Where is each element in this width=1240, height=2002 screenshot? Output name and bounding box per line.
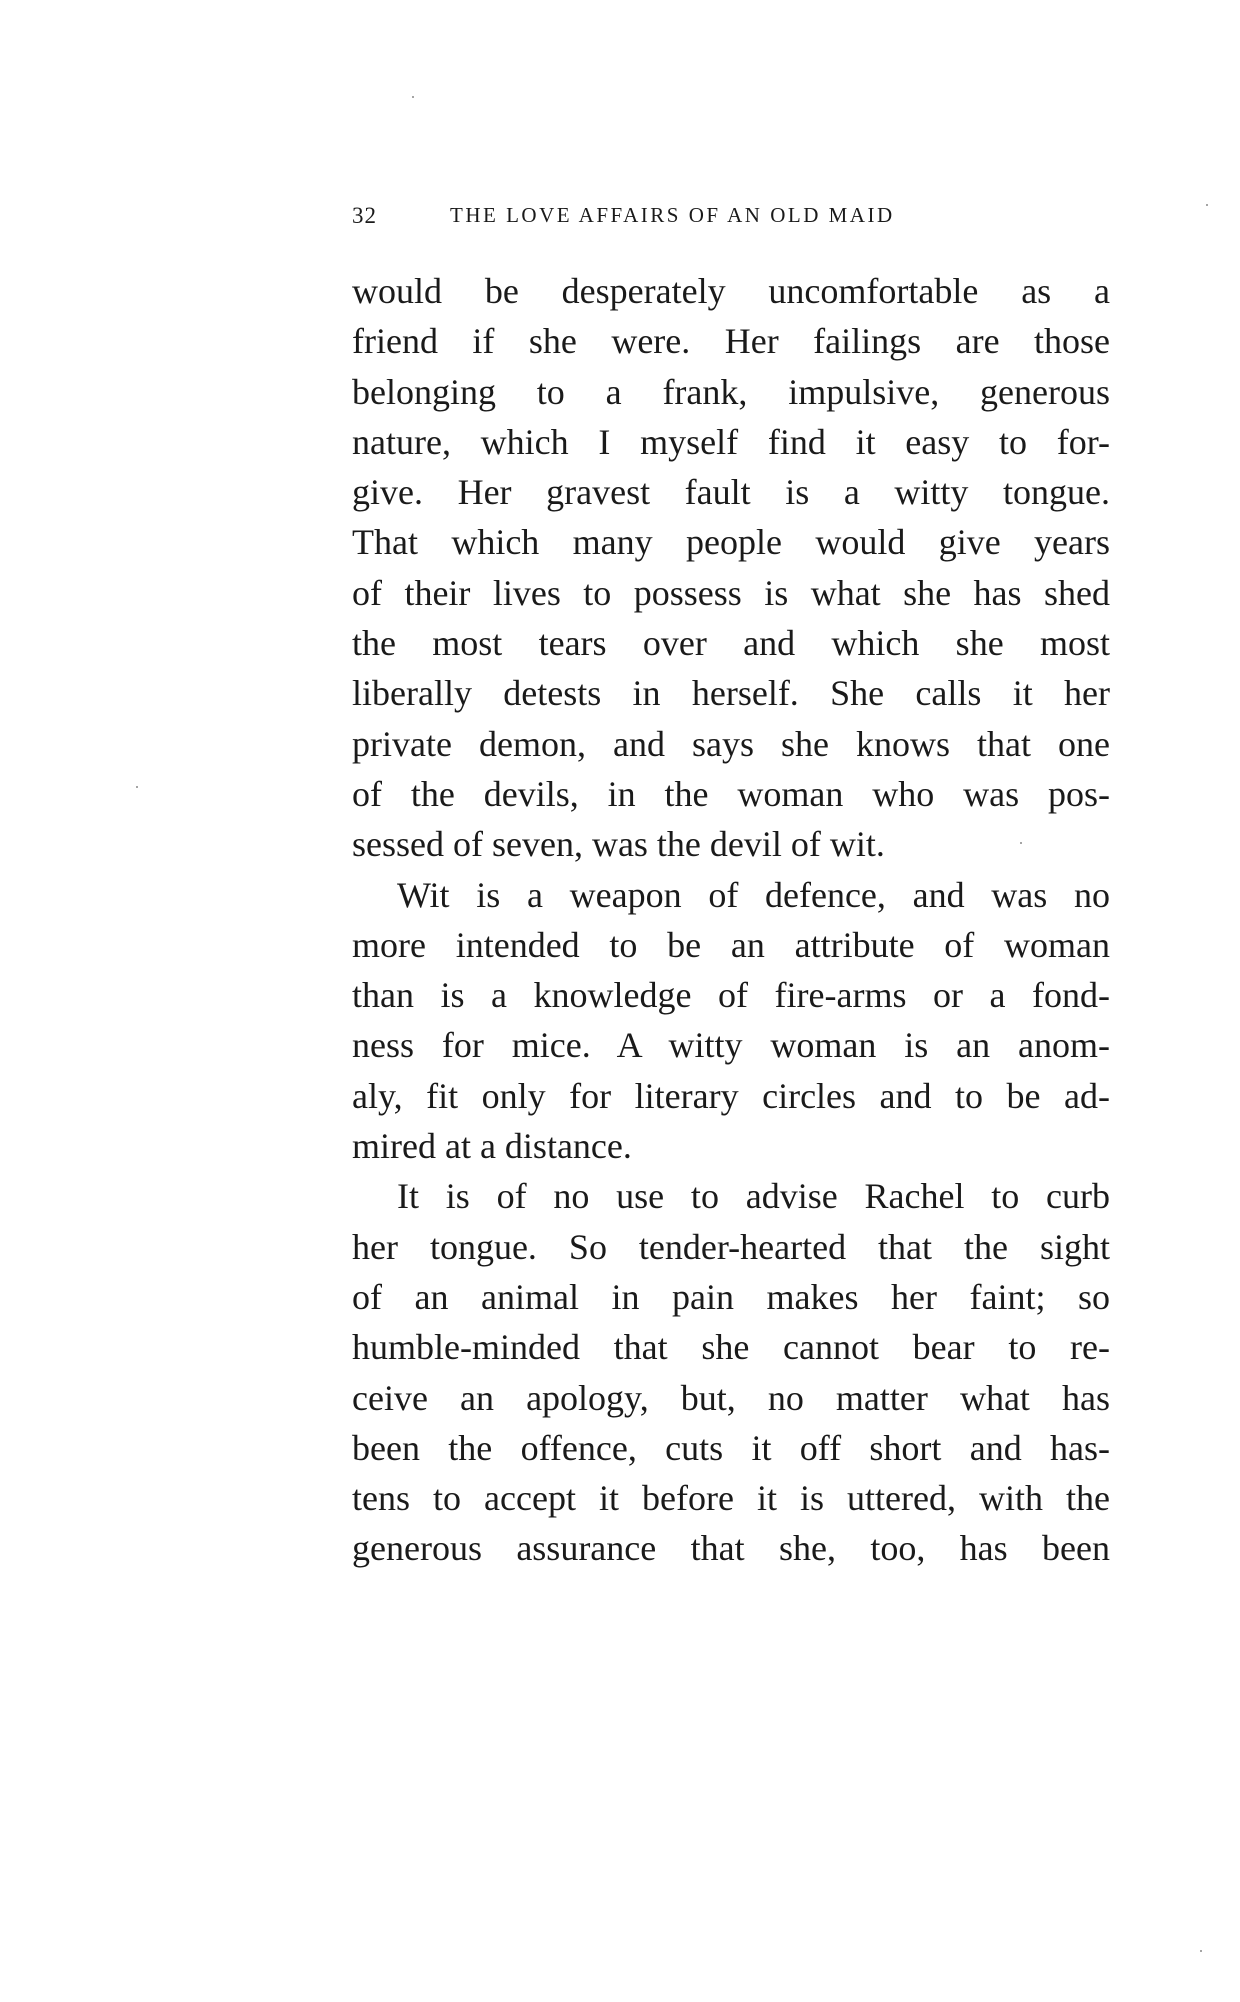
text-line: tens to accept it before it is uttered, with the [352, 1478, 1110, 1519]
text-line: private demon, and says she knows that one [352, 723, 1110, 764]
text-line: generous assurance that she, too, has been [352, 1528, 1110, 1569]
text-line: It is of no use to advise Rachel to curb [397, 1176, 1110, 1217]
scan-speck [136, 786, 138, 788]
text-line: mired at a distance. [352, 1126, 632, 1167]
text-line: friend if she were. Her failings are those [352, 321, 1110, 362]
text-line: aly, fit only for literary circles and to be ad- [352, 1075, 1110, 1116]
text-line: Wit is a weapon of defence, and was no [397, 874, 1110, 915]
text-line: humble-minded that she cannot bear to re- [352, 1327, 1110, 1368]
text-line: the most tears over and which she most [352, 623, 1110, 664]
scan-speck [1020, 842, 1022, 844]
text-line: nature, which I myself find it easy to for- [352, 421, 1110, 462]
text-line: ceive an apology, but, no matter what has [352, 1377, 1110, 1418]
running-head [352, 203, 1102, 233]
text-line: of their lives to possess is what she has shed [352, 572, 1110, 613]
body-text [352, 266, 1110, 1574]
text-line: ness for mice. A witty woman is an anom- [352, 1025, 1110, 1066]
page-number: 32 [352, 203, 377, 228]
text-line: belonging to a frank, impulsive, generous [352, 371, 1110, 412]
running-title: THE LOVE AFFAIRS OF AN OLD MAID [450, 203, 895, 227]
text-line: liberally detests in herself. She calls it her [352, 673, 1110, 714]
scan-speck [412, 96, 414, 98]
text-line: That which many people would give years [352, 522, 1110, 563]
text-line: would be desperately uncomfortable as a [352, 271, 1110, 311]
scan-speck [1200, 1950, 1202, 1952]
text-line: of the devils, in the woman who was pos- [352, 773, 1110, 814]
text-line: give. Her gravest fault is a witty tongue. [352, 472, 1110, 513]
text-line: her tongue. So tender-hearted that the sight [352, 1226, 1110, 1267]
text-line: than is a knowledge of fire-arms or a fond- [352, 975, 1110, 1016]
text-line: more intended to be an attribute of woman [352, 924, 1110, 965]
text-line: been the offence, cuts it off short and has- [352, 1427, 1110, 1468]
text-line: sessed of seven, was the devil of wit. [352, 824, 885, 865]
text-line: of an animal in pain makes her faint; so [352, 1276, 1110, 1317]
scan-speck [1206, 204, 1208, 206]
